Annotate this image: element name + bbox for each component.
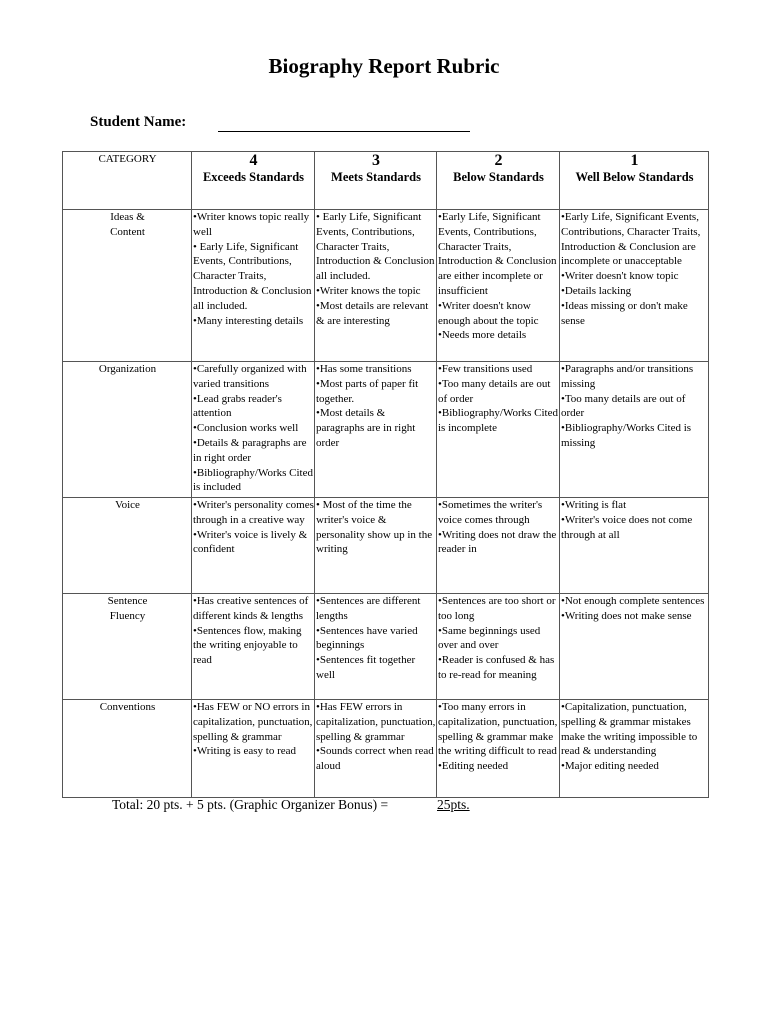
category-cell <box>63 594 192 700</box>
criteria-item: •Lead grabs reader's attention <box>193 392 282 420</box>
criteria-item: •Bibliography/Works Cited is missing <box>561 422 692 449</box>
criteria-item: •Major editing needed <box>561 760 659 773</box>
criteria-item: •Has some transitions <box>316 363 412 375</box>
criteria-item: •Ideas missing or don't make sense <box>561 299 688 327</box>
criteria-item: •Few transitions used <box>438 363 533 375</box>
criteria-item: •Sentences are different lengths <box>316 595 421 622</box>
criteria-item: •Writing does not draw the reader in <box>438 528 557 556</box>
student-name-label: Student Name: <box>90 114 187 130</box>
criteria-item: •Writer knows topic really well <box>193 211 310 238</box>
criteria-cell <box>192 210 315 362</box>
score-header-3 <box>315 152 437 210</box>
total-text: Total: 20 pts. + 5 pts. (Graphic Organizer Bonus) = <box>112 797 389 812</box>
criteria-item: •Reader is confused & has to re-read for meaning <box>438 654 555 681</box>
category-cell <box>63 210 192 362</box>
score-label: Exceeds Standards <box>202 170 305 184</box>
criteria-item: •Paragraphs and/or transitions missing <box>561 363 694 390</box>
rubric-body <box>63 210 709 798</box>
criteria-item: •Details & paragraphs are in right order <box>193 436 307 464</box>
criteria-cell <box>560 700 709 798</box>
rubric-row <box>63 594 709 700</box>
criteria-item: •Needs more details <box>438 329 527 342</box>
criteria-item: • Most of the time the writer's voice & personality show up in the writing <box>316 499 433 556</box>
criteria-item: •Most details & paragraphs are in right order <box>316 407 416 449</box>
criteria-item: •Writer's personality comes through in a creative way <box>193 499 314 526</box>
criteria-item: •Sentences have varied beginnings <box>316 624 418 652</box>
header-row <box>63 152 709 210</box>
student-name-line[interactable] <box>218 131 470 132</box>
criteria-item: •Details lacking <box>561 284 632 297</box>
criteria-cell <box>192 594 315 700</box>
criteria-item: •Bibliography/Works Cited is included <box>193 466 313 494</box>
category-cell <box>63 362 192 498</box>
criteria-item: •Writer knows the topic <box>316 284 421 297</box>
criteria-item: •Early Life, Significant Events, Contributions, Character Traits, Introduction & Conclusion are either incomplete or insufficient <box>438 211 557 297</box>
criteria-cell <box>560 362 709 498</box>
criteria-item: •Sometimes the writer's voice comes through <box>438 499 543 526</box>
criteria-item: •Has creative sentences of different kinds & lengths <box>193 595 309 622</box>
criteria-item: •Sentences flow, making the writing enjoyable to read <box>193 624 302 667</box>
rubric-row <box>63 498 709 594</box>
criteria-item: •Too many details are out of order <box>438 377 551 405</box>
criteria-item: •Most parts of paper fit together. <box>316 377 419 405</box>
criteria-item: •Writer's voice does not come through at all <box>561 513 693 541</box>
criteria-item: •Carefully organized with varied transitions <box>193 363 307 390</box>
criteria-item: •Writing does not make sense <box>561 609 692 622</box>
criteria-item: •Bibliography/Works Cited is incomplete <box>438 407 558 435</box>
category-cell <box>63 700 192 798</box>
criteria-cell <box>437 210 560 362</box>
score-header-1 <box>560 152 709 210</box>
criteria-cell <box>315 594 437 700</box>
total-points: 25pts. <box>437 797 470 812</box>
criteria-item: •Too many details are out of order <box>561 392 686 420</box>
criteria-cell <box>560 594 709 700</box>
criteria-item: •Sentences are too short or too long <box>438 595 556 622</box>
criteria-item: •Writer doesn't know topic <box>561 270 679 283</box>
criteria-item: •Editing needed <box>438 760 509 773</box>
category-label: Voice <box>115 499 140 511</box>
criteria-cell <box>437 498 560 594</box>
score-number: 2 <box>494 152 503 169</box>
score-number: 1 <box>630 152 639 169</box>
score-header-4 <box>192 152 315 210</box>
criteria-item: •Writer doesn't know enough about the topic <box>438 299 539 327</box>
criteria-cell <box>192 700 315 798</box>
rubric-row <box>63 210 709 362</box>
category-label: Ideas & <box>110 211 145 223</box>
criteria-cell <box>192 362 315 498</box>
criteria-item: •Same beginnings used over and over <box>438 624 541 652</box>
criteria-item: •Writer's voice is lively & confident <box>193 528 308 556</box>
score-header-2 <box>437 152 560 210</box>
criteria-item: • Early Life, Significant Events, Contributions, Character Traits, Introduction & Conclusion all included. <box>316 211 435 283</box>
category-label: Sentence <box>107 595 148 607</box>
rubric-row <box>63 362 709 498</box>
criteria-item: •Capitalization, punctuation, spelling & grammar mistakes make the writing impossible to read & understanding <box>561 701 698 758</box>
criteria-item: •Not enough complete sentences <box>561 595 705 607</box>
criteria-item: •Writing is flat <box>561 499 627 511</box>
rubric-table <box>62 151 709 798</box>
criteria-cell <box>315 362 437 498</box>
criteria-item: •Most details are relevant & are interesting <box>316 299 429 327</box>
criteria-cell <box>437 362 560 498</box>
category-label: Fluency <box>109 609 146 622</box>
criteria-cell <box>315 210 437 362</box>
criteria-cell <box>315 498 437 594</box>
criteria-item: •Many interesting details <box>193 314 304 327</box>
criteria-item: •Sentences fit together well <box>316 654 416 681</box>
score-label: Meets Standards <box>331 170 421 184</box>
category-label: Content <box>110 225 145 238</box>
criteria-cell <box>315 700 437 798</box>
criteria-cell <box>560 210 709 362</box>
criteria-cell <box>560 498 709 594</box>
score-label: Below Standards <box>453 170 544 184</box>
criteria-item: •Has FEW errors in capitalization, punctuation, spelling & grammar <box>316 701 436 743</box>
criteria-item: •Too many errors in capitalization, punctuation, spelling & grammar make the writing difficult to read <box>438 701 558 758</box>
score-number: 4 <box>249 152 258 169</box>
page-title: Biography Report Rubric <box>268 54 500 78</box>
criteria-item: •Early Life, Significant Events, Contributions, Character Traits, Introduction & Conclusion are incomplete or unacceptable <box>561 211 701 268</box>
criteria-item: •Has FEW or NO errors in capitalization, punctuation, spelling & grammar <box>193 701 313 743</box>
score-label: Well Below Standards <box>575 170 694 184</box>
criteria-item: •Conclusion works well <box>193 422 299 435</box>
category-label: Organization <box>98 363 157 375</box>
category-label: Conventions <box>99 701 156 713</box>
category-cell <box>63 498 192 594</box>
score-number: 3 <box>372 152 380 169</box>
total-line <box>112 797 470 813</box>
criteria-cell <box>437 700 560 798</box>
criteria-cell <box>437 594 560 700</box>
criteria-item: •Sounds correct when read aloud <box>316 745 434 773</box>
rubric-row <box>63 700 709 798</box>
category-header: CATEGORY <box>63 152 192 210</box>
criteria-item: •Writing is easy to read <box>193 745 296 758</box>
criteria-cell <box>192 498 315 594</box>
criteria-item: • Early Life, Significant Events, Contributions, Character Traits, Introduction & Conclusion all included. <box>193 240 312 312</box>
